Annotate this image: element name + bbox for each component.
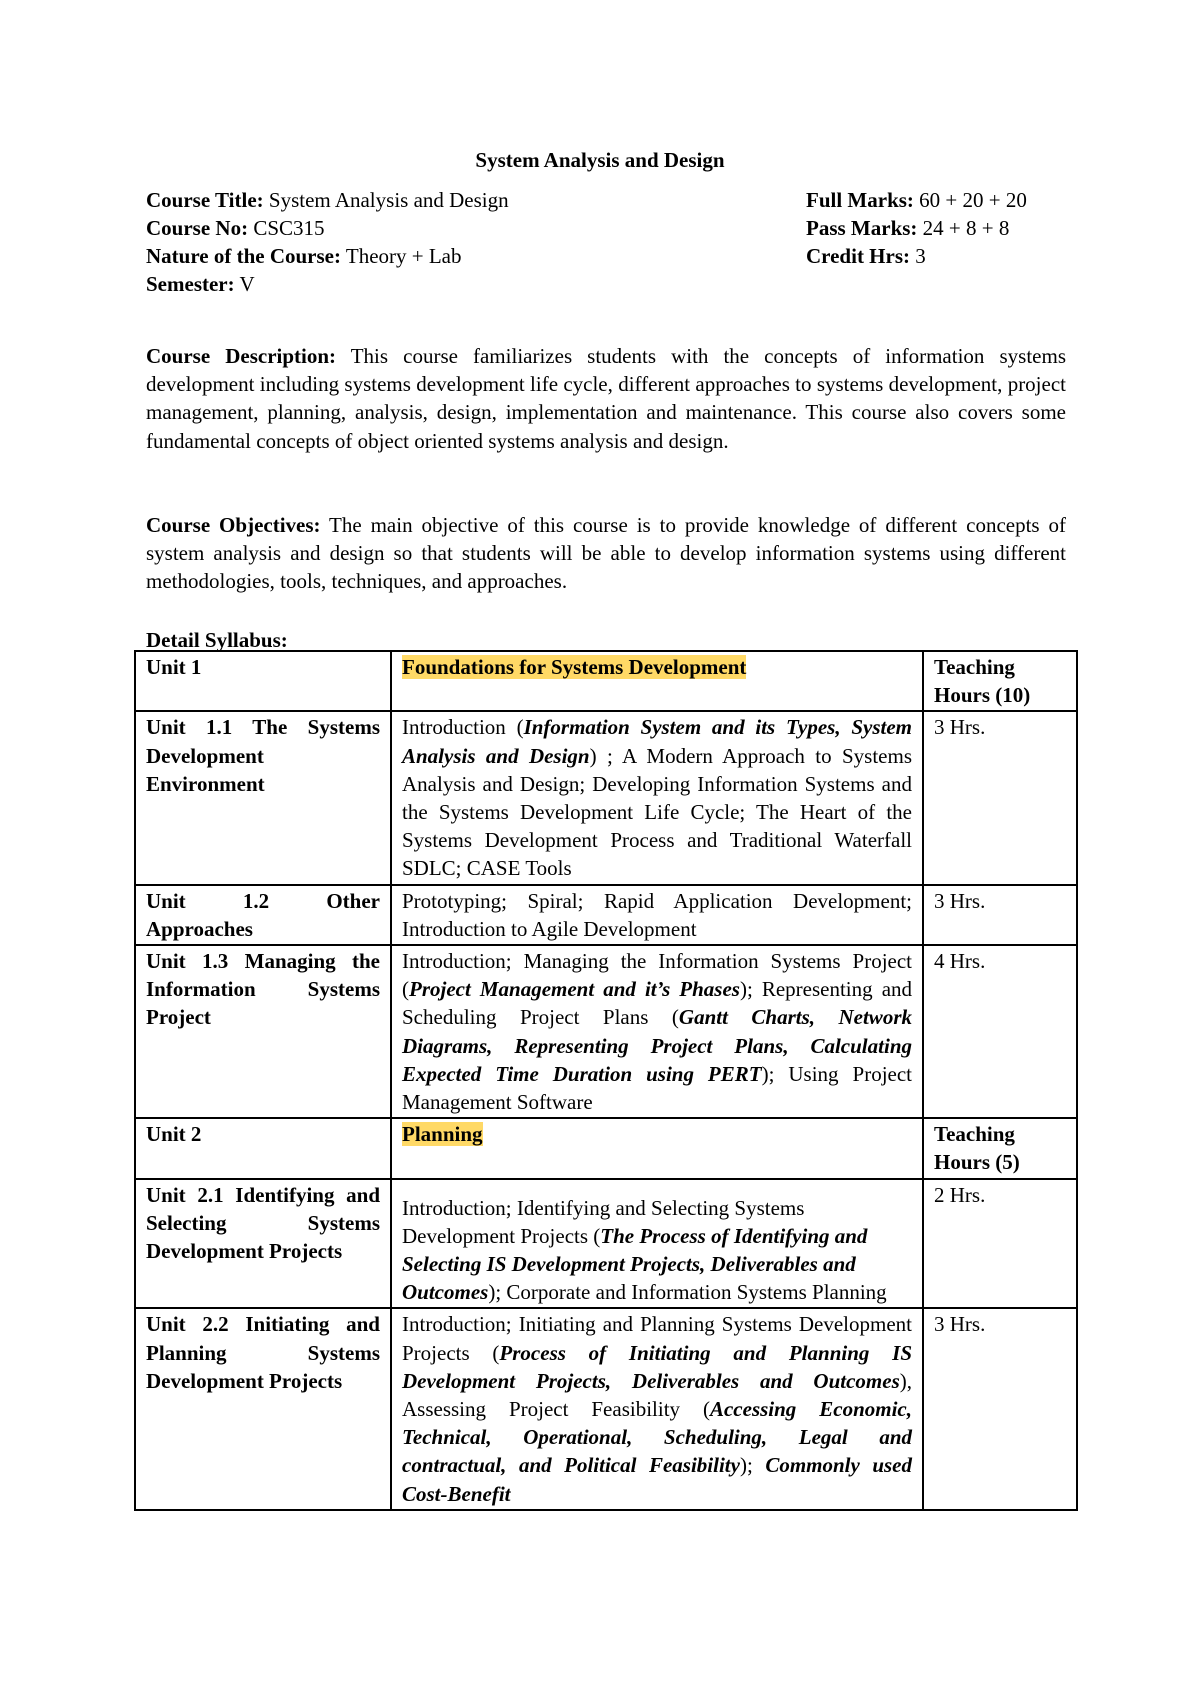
course-objectives-text: The main objective of this course is to provide knowledge of different concepts of system analysis and design so that students will be able to develop information systems using different methodologies, tools, techniques, and approaches.	[146, 513, 1066, 594]
content-emphasis: Accessing Economic, Technical, Operational, Scheduling, Legal and contractual, and Political Feasibility	[402, 1397, 912, 1478]
course-no-label: Course No:	[146, 216, 249, 240]
content-text: Introduction (	[402, 715, 524, 740]
course-description	[146, 342, 1066, 455]
nature-value: Theory + Lab	[341, 244, 462, 268]
table-row	[135, 1308, 1077, 1509]
hours-cell: 3 Hrs.	[923, 1308, 1077, 1509]
course-title-value: System Analysis and Design	[263, 188, 509, 212]
unit-title-highlight: Planning	[402, 1122, 483, 1147]
content-emphasis: Information System and its Types, System Analysis and Design	[402, 715, 912, 768]
table-row	[135, 885, 1077, 945]
content-text: ); Using Project Management Software	[402, 1061, 912, 1115]
content-text: ) ; A Modern Approach to Systems Analysis and Design; Developing Information Systems and the Systems Development Life Cycle; The Heart of the Systems Development Process and Traditional Waterfall SDLC; CASE Tools	[402, 743, 913, 881]
page-title: System Analysis and Design	[475, 148, 725, 172]
course-description-text: This course familiarizes students with the concepts of information systems development including systems development life cycle, different approaches to systems development, project management, planning, analysis, design, implementation and maintenance. This course also covers some fundamental concepts of object oriented systems analysis and design.	[146, 344, 1066, 453]
full-marks-label: Full Marks:	[806, 188, 914, 212]
course-no-value: CSC315	[248, 216, 325, 240]
content-emphasis: The Process of Identifying and Selecting IS Development Projects, Deliverables and Outcomes	[402, 1223, 868, 1305]
meta-row-nature	[146, 244, 1076, 272]
pass-marks-label: Pass Marks:	[806, 216, 918, 240]
table-row	[135, 651, 1077, 711]
course-description-label: Course Description:	[146, 344, 337, 368]
meta-row-semester	[146, 272, 1076, 300]
content-cell	[391, 1308, 923, 1509]
course-objectives-label: Course Objectives:	[146, 513, 321, 537]
hours-cell: 3 Hrs.	[923, 885, 1077, 945]
content-emphasis: Gantt Charts, Network Diagrams, Representing Project Plans, Calculating Expected Time Duration using PERT	[402, 1005, 912, 1086]
content-text: Introduction; Managing the Information Systems Project (	[402, 949, 912, 1002]
teaching-hours-cell: Teaching Hours (5)	[923, 1118, 1077, 1178]
unit-title-highlight: Foundations for Systems Development	[402, 655, 747, 679]
table-row	[135, 1118, 1077, 1178]
semester-value: V	[234, 272, 255, 296]
pass-marks	[806, 216, 1009, 241]
content-emphasis: Project Management and it’s Phases	[409, 977, 740, 1002]
content-cell	[391, 711, 923, 884]
full-marks-value: 60 + 20 + 20	[913, 188, 1027, 212]
semester-label: Semester:	[146, 272, 235, 296]
full-marks	[806, 188, 1027, 213]
hours-cell: 3 Hrs.	[923, 711, 1077, 884]
unit-title-cell	[391, 1118, 923, 1178]
hours-cell: 2 Hrs.	[923, 1179, 1077, 1309]
teaching-hours-cell: Teaching Hours (10)	[923, 651, 1077, 711]
unit-cell: Unit 1.2 Other Approaches	[135, 885, 391, 945]
credit-hours	[806, 244, 926, 269]
content-cell	[391, 885, 923, 945]
unit-cell: Unit 2.1 Identifying and Selecting Systems Development Projects	[135, 1179, 391, 1309]
content-text: ); Corporate and Information Systems Planning	[488, 1280, 887, 1305]
content-text: Introduction; Identifying and Selecting Systems Development Projects (	[402, 1195, 805, 1248]
table-row	[135, 711, 1077, 884]
unit-cell: Unit 2.2 Initiating and Planning Systems Development Projects	[135, 1308, 391, 1509]
pass-marks-value: 24 + 8 + 8	[917, 216, 1010, 240]
meta-row-course-title	[146, 188, 1076, 216]
content-text: ); Representing and Scheduling Project Plans (	[402, 977, 913, 1030]
table-row	[135, 945, 1077, 1118]
meta-row-course-no	[146, 216, 1076, 244]
syllabus-table	[134, 650, 1078, 1511]
unit-cell: Unit 1.1 The Systems Development Environment	[135, 711, 391, 884]
content-text: ), Assessing Project Feasibility (	[402, 1368, 912, 1422]
content-cell	[391, 945, 923, 1118]
course-title-label: Course Title:	[146, 188, 264, 212]
credit-value: 3	[910, 244, 926, 268]
content-cell	[391, 1179, 923, 1309]
content-text: );	[739, 1453, 766, 1478]
course-objectives	[146, 511, 1066, 596]
content-text: Prototyping; Spiral; Rapid Application Development; Introduction to Agile Development	[402, 888, 912, 941]
content-emphasis: Commonly used Cost-Benefit	[402, 1453, 913, 1506]
unit-cell: Unit 2	[135, 1118, 391, 1178]
hours-cell: 4 Hrs.	[923, 945, 1077, 1118]
unit-title-cell	[391, 651, 923, 711]
credit-label: Credit Hrs:	[806, 244, 911, 268]
unit-cell: Unit 1	[135, 651, 391, 711]
unit-cell: Unit 1.3 Managing the Information Systems Project	[135, 945, 391, 1118]
detail-syllabus-label: Detail Syllabus:	[146, 628, 288, 652]
table-row	[135, 1179, 1077, 1309]
nature-label: Nature of the Course:	[146, 244, 341, 268]
content-emphasis: Process of Initiating and Planning IS Development Projects, Deliverables and Outcomes	[402, 1340, 912, 1393]
content-text: Introduction; Initiating and Planning Systems Development Projects (	[402, 1312, 912, 1365]
